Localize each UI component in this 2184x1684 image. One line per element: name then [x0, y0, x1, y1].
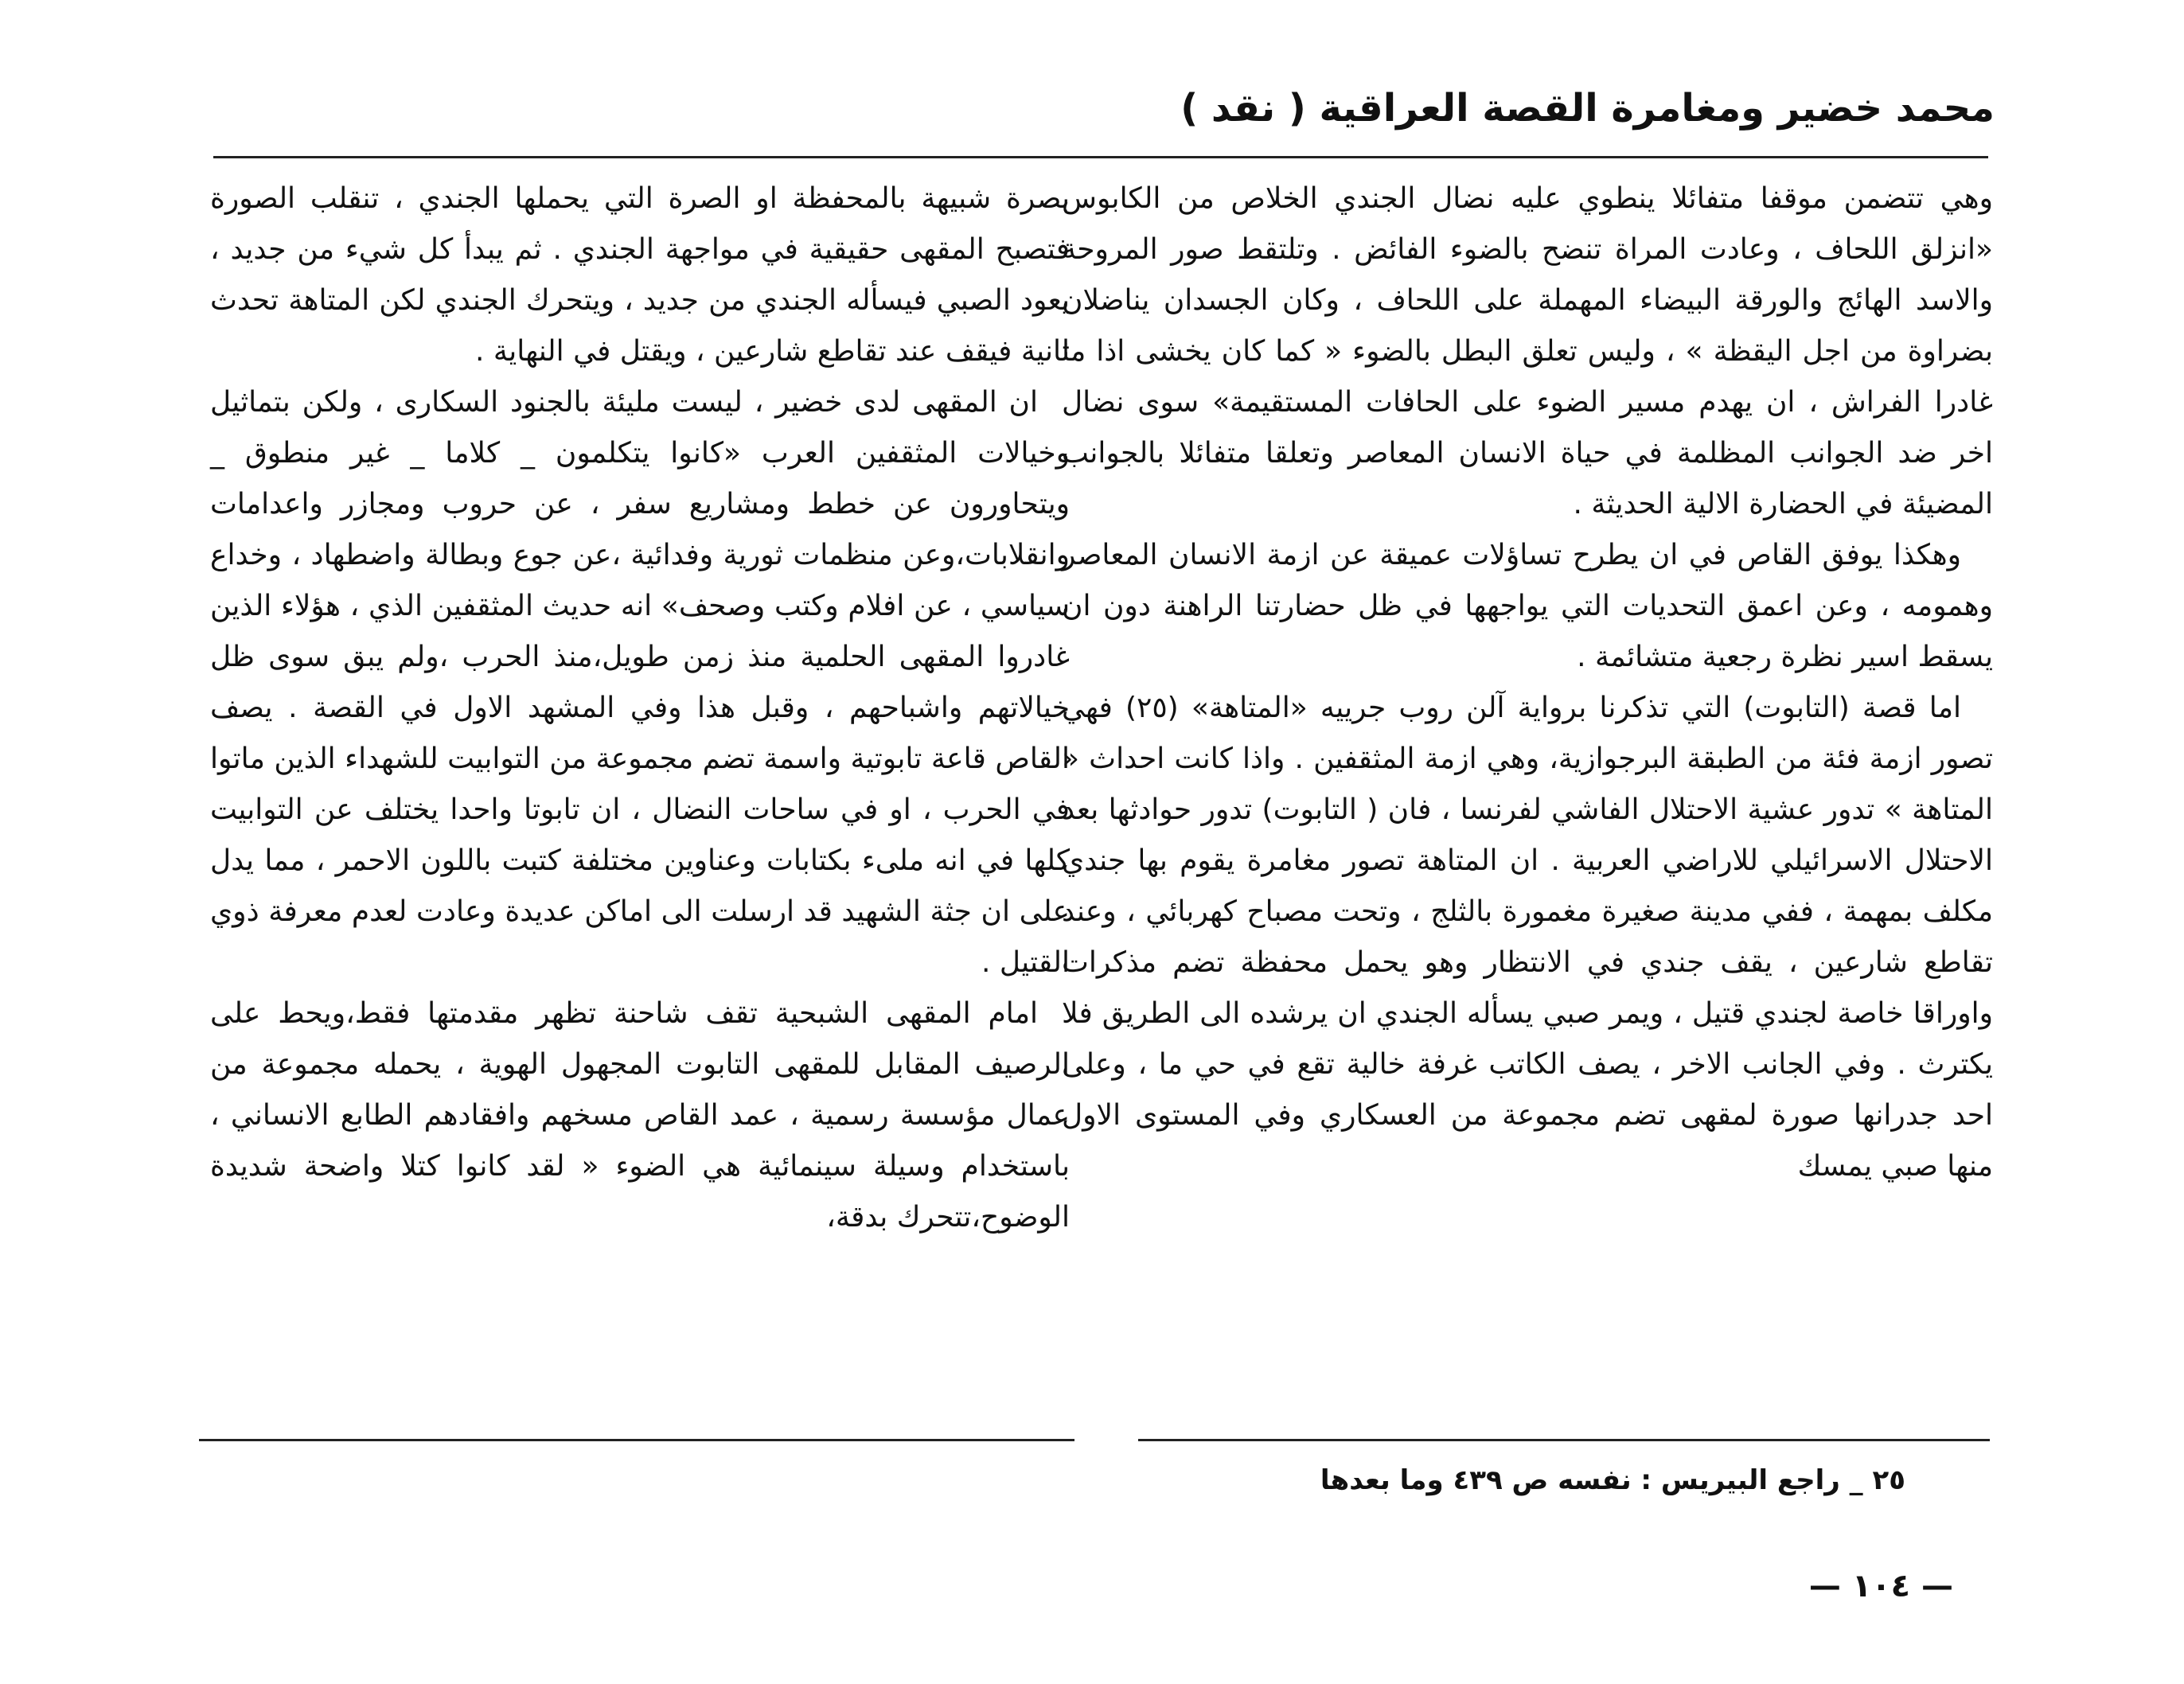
- header-rule: [213, 156, 1988, 158]
- right-column-bottom-rule: [1138, 1439, 1990, 1441]
- right-paragraph-2: وهكذا يوفق القاص في ان يطرح تساؤلات عميقة عن ازمة الانسان المعاصر وهمومه ، وعن اعمق التحديات التي يواجهها في ظل حضارتنا الراهنة دون ان يسقط اسير نظرة رجعية متشائمة .: [1062, 539, 1993, 673]
- right-column: [1062, 173, 1993, 1192]
- footnote: ٢٥ _ راجع البيريس : نفسه ص ٤٣٩ وما بعدها: [1320, 1464, 1905, 1496]
- left-paragraph-3: امام المقهى الشبحية تقف شاحنة تظهر مقدمتها فقط،ويحط على الرصيف المقابل للمقهى التابوت المجهول الهوية ، يحمله مجموعة من عمال مؤسسة رسمية ، عمد القاص مسخهم وافقادهم الطابع الانساني ، باستخدام وسيلة سينمائية هي الضوء « لقد كانوا كتلا واضحة شديدة الوضوح،تتحرك بدقة،: [210, 997, 1070, 1234]
- left-paragraph-2: ان المقهى لدى خضير ، ليست مليئة بالجنود السكارى ، ولكن بتماثيل وخيالات المثقفين العرب «كانوا يتكلمون _ كلاما _ غير منطوق _ ويتحاورون عن خطط ومشاريع سفر ، عن حروب ومجازر واعدامات وانقلابات،وعن منظمات ثورية وفدائية ،عن جوع وبطالة واضطهاد ، وخداع سياسي ، عن افلام وكتب وصحف» انه حديث المثقفين الذي ، هؤلاء الذين غادروا المقهى الحلمية منذ زمن طويل،منذ الحرب ،ولم يبق سوى ظل خيالاتهم واشباحهم ، وقبل هذا وفي المشهد الاول في القصة . يصف القاص قاعة تابوتية واسمة تضم مجموعة من التوابيت للشهداء الذين ماتوا في الحرب ، او في ساحات النضال ، ان تابوتا واحدا يختلف عن التوابيت كلها في انه ملىء بكتابات وعناوين مختلفة كتبت باللون الاحمر ، مما يدل على ان جثة الشهيد قد ارسلت الى اماكن عديدة وعادت لعدم معرفة ذوي القتيل .: [210, 386, 1070, 979]
- right-paragraph-3: اما قصة (التابوت) التي تذكرنا برواية آلن روب جرييه «المتاهة» (٢٥) فهي تصور ازمة فئة من الطبقة البرجوازية، وهي ازمة المثقفين . واذا كانت احداث « المتاهة » تدور عشية الاحتلال الفاشي لفرنسا ، فان ( التابوت) تدور حوادثها بعد الاحتلال الاسرائيلي للاراضي العربية . ان المتاهة تصور مغامرة يقوم بها جندي مكلف بمهمة ، ففي مدينة صغيرة مغمورة بالثلج ، وتحت مصباح كهربائي ، وعند تقاطع شارعين ، يقف جندي في الانتظار وهو يحمل محفظة تضم مذكرات واوراقا خاصة لجندي قتيل ، ويمر صبي يسأله الجندي ان يرشده الى الطريق فلا يكترث . وفي الجانب الاخر ، يصف الكاتب غرفة خالية تقع في حي ما ، وعلى احد جدرانها صورة لمقهى تضم مجموعة من العسكاري وفي المستوى الاول منها صبي يمسك: [1062, 692, 1993, 1183]
- left-column: [210, 173, 1070, 1243]
- page-number: — ١٠٤ —: [1808, 1568, 1953, 1604]
- left-column-bottom-rule: [199, 1439, 1074, 1441]
- left-paragraph-1: بصرة شبيهة بالمحفظة او الصرة التي يحملها الجندي ، تنقلب الصورة فتصبح المقهى حقيقية في مواجهة الجندي . ثم يبدأ كل شيء من جديد ، يعود الصبي فيسأله الجندي من جديد ، ويتحرك الجندي لكن المتاهة تحدث ثانية فيقف عند تقاطع شارعين ، ويقتل في النهاية .: [210, 182, 1070, 368]
- right-paragraph-1: وهي تتضمن موقفا متفائلا ينطوي عليه نضال الجندي الخلاص من الكابوس «انزلق اللحاف ، وعادت المراة تنضح بالضوء الفائض . وتلتقط صور المروحة والاسد الهائج والورقة البيضاء المهملة على اللحاف ، وكان الجسدان يناضلان بضراوة من اجل اليقظة » ، وليس تعلق البطل بالضوء « كما كان يخشى اذا ما غادرا الفراش ، ان يهدم مسير الضوء على الحافات المستقيمة» سوى نضال اخر ضد الجوانب المظلمة في حياة الانسان المعاصر وتعلقا متفائلا بالجوانب المضيئة في الحضارة الالية الحديثة .: [1062, 182, 1993, 520]
- page-title: محمد خضير ومغامرة القصة العراقية ( نقد ): [1180, 86, 1995, 131]
